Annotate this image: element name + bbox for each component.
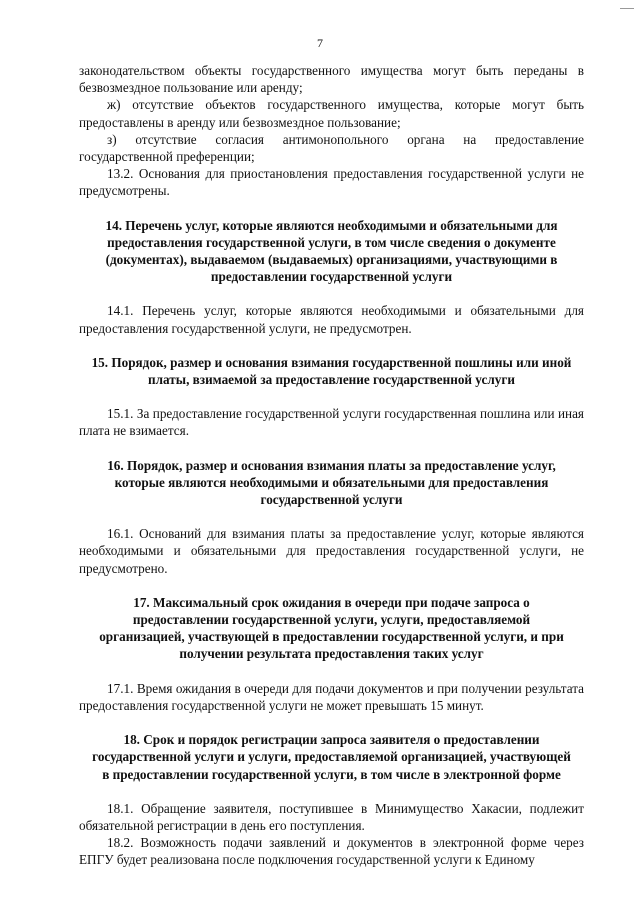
paragraph: з) отсутствие согласия антимонопольного органа на предоставление государственной преференции;: [79, 131, 584, 165]
section-body-18-2: 18.2. Возможность подачи заявлений и документов в электронной форме через ЕПГУ будет реализована после подключения государственной услуги к Единому: [79, 835, 584, 868]
section-body-15: 15.1. За предоставление государственной услуги государственная пошлина или иная плата не взимается.: [79, 406, 584, 439]
section-heading-15: 15. Порядок, размер и основания взимания государственной пошлины или иной платы, взимаемой за предоставление государственной услуги: [91, 354, 572, 388]
scan-mark: [620, 8, 634, 9]
paragraph: законодательством объекты государственного имущества могут быть переданы в безвозмездное пользование или аренду;: [79, 63, 584, 96]
section-heading-17: 17. Максимальный срок ожидания в очереди при подаче запроса о предоставлении государственной услуги, услуги, предоставляемой организацией, участвующей в предоставлении государственной услуги, и при получении результата предоставления таких услуг: [99, 594, 564, 662]
document-body: [79, 62, 584, 869]
paragraph: ж) отсутствие объектов государственного имущества, которые могут быть предоставлены в аренду или безвозмездное пользование;: [79, 97, 584, 130]
section-body-18-1: 18.1. Обращение заявителя, поступившее в Минимущество Хакасии, подлежит обязательной регистрации в день его поступления.: [79, 800, 584, 833]
section-heading-14: 14. Перечень услуг, которые являются необходимыми и обязательными для предоставления государственной услуги, в том числе сведения о документе (документах), выдаваемом (выдаваемых) организациями, участвующими в предоставлении государственной услуги: [105, 217, 558, 285]
section-body-17: 17.1. Время ожидания в очереди для подачи документов и при получении результата предоставления государственной услуги не может превышать 15 минут.: [79, 680, 584, 713]
section-body-14: 14.1. Перечень услуг, которые являются необходимыми и обязательными для предоставления государственной услуги, не предусмотрен.: [79, 303, 584, 336]
paragraph: 13.2. Основания для приостановления предоставления государственной услуги не предусмотрены.: [79, 166, 584, 199]
section-body-16: 16.1. Оснований для взимания платы за предоставление услуг, которые являются необходимыми и обязательными для предоставления государственной услуги, не предусмотрено.: [79, 526, 584, 576]
section-heading-16: 16. Порядок, размер и основания взимания платы за предоставление услуг, которые являются необходимыми и обязательными для предоставления государственной услуги: [107, 457, 556, 508]
page-number: 7: [317, 36, 323, 50]
section-heading-18: 18. Срок и порядок регистрации запроса заявителя о предоставлении государственной услуги и услуги, предоставляемой организацией, участвующей в предоставлении государственной услуги, в том числе в электронной форме: [92, 732, 571, 782]
